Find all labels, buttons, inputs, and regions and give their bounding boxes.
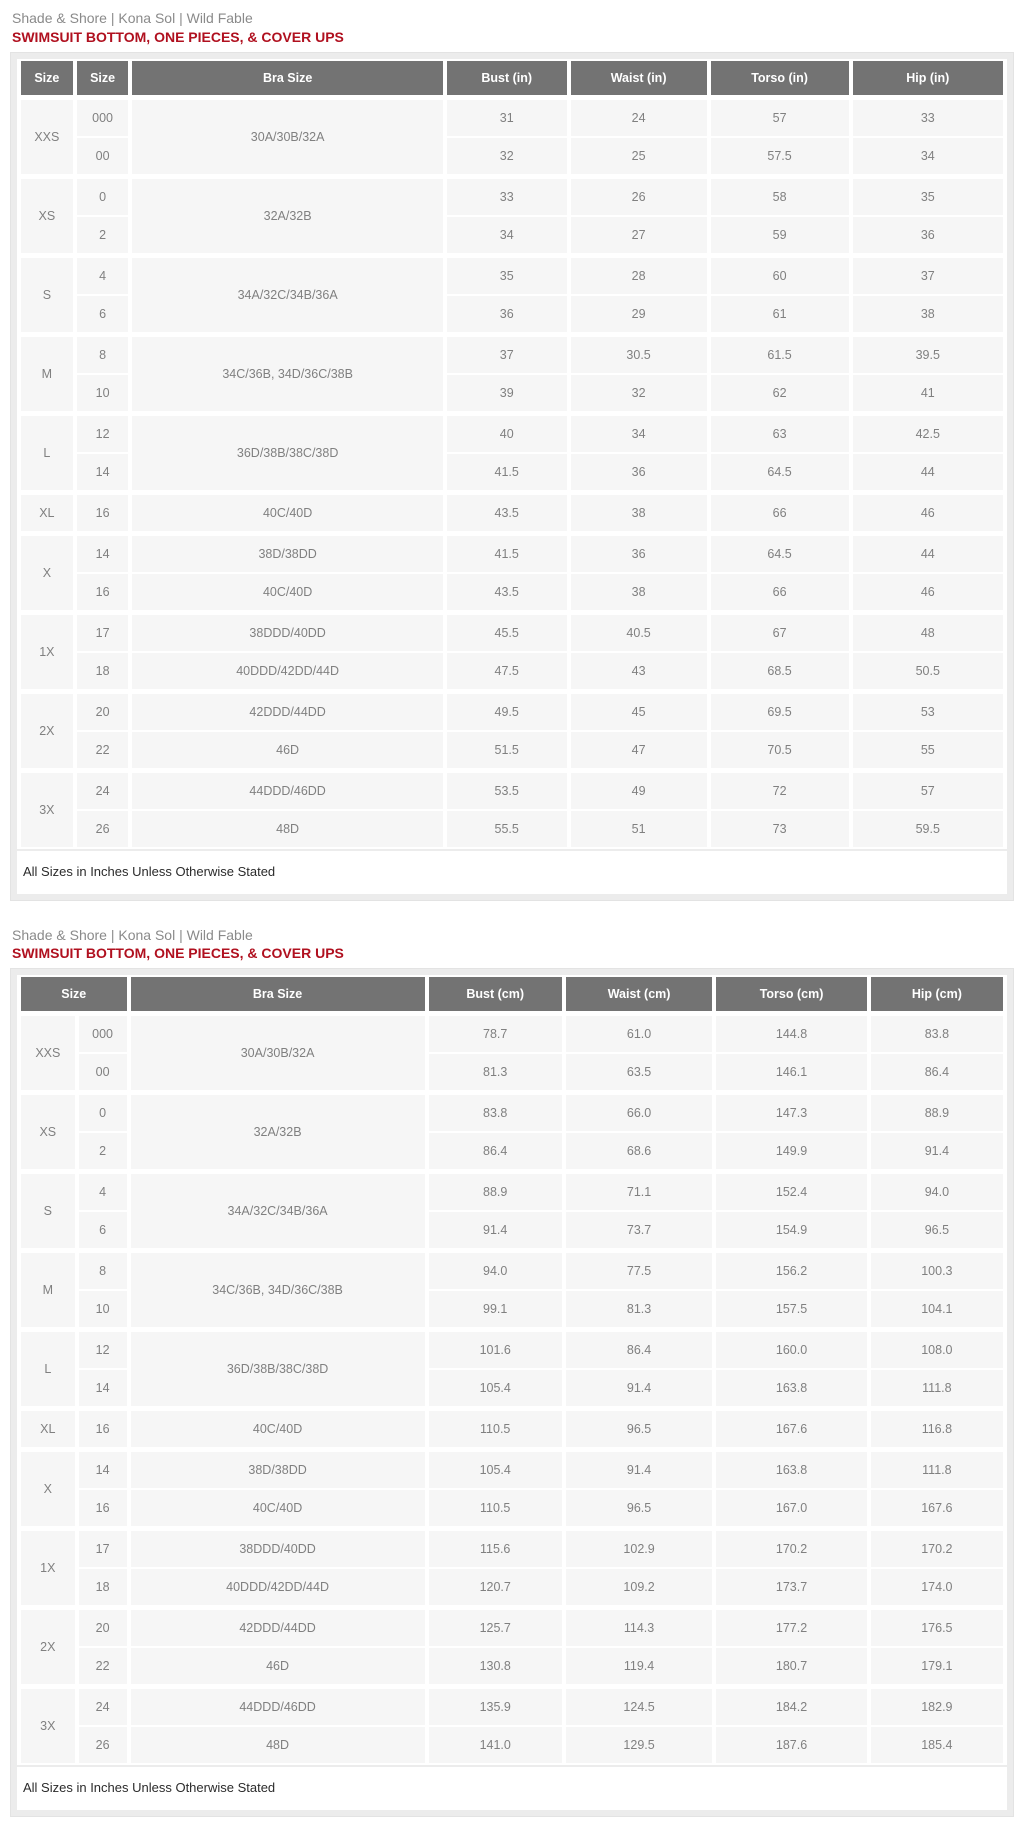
torso-cell: 187.6 [716,1727,866,1763]
numeric-size-cell: 16 [77,574,129,610]
bust-cell: 94.0 [429,1250,562,1289]
bra-size-cell: 32A/32B [131,1092,425,1169]
bra-size-cell: 40DDD/42DD/44D [132,653,442,689]
torso-cell: 167.0 [716,1490,866,1526]
hip-cell: 94.0 [871,1171,1003,1210]
bust-cell: 81.3 [429,1054,562,1090]
bra-size-cell: 34A/32C/34B/36A [132,255,442,332]
column-header: Waist (cm) [566,977,713,1011]
size-group-cell: S [21,1171,75,1248]
size-group-cell: M [21,334,73,411]
size-group-cell: 2X [21,691,73,768]
bust-cell: 32 [447,138,567,174]
torso-cell: 184.2 [716,1686,866,1725]
bra-size-cell: 30A/30B/32A [132,97,442,174]
table-row [21,1648,1003,1684]
hip-cell: 167.6 [871,1490,1003,1526]
hip-cell: 53 [853,691,1003,730]
torso-cell: 152.4 [716,1171,866,1210]
brand-line: Shade & Shore | Kona Sol | Wild Fable [12,10,253,26]
hip-cell: 111.8 [871,1449,1003,1488]
table-row [21,1092,1003,1131]
torso-cell: 170.2 [716,1528,866,1567]
torso-cell: 163.8 [716,1370,866,1406]
torso-cell: 70.5 [711,732,849,768]
size-group-cell: 1X [21,1528,75,1605]
table-row [21,1250,1003,1289]
bust-cell: 130.8 [429,1648,562,1684]
hip-cell: 39.5 [853,334,1003,373]
numeric-size-cell: 22 [77,732,129,768]
waist-cell: 86.4 [566,1329,713,1368]
bra-size-cell: 46D [132,732,442,768]
torso-cell: 58 [711,176,849,215]
waist-cell: 28 [571,255,707,294]
bra-size-cell: 42DDD/44DD [132,691,442,730]
bra-size-cell: 42DDD/44DD [131,1607,425,1646]
table-row [21,413,1003,452]
size-chart-panel [10,52,1014,901]
numeric-size-cell: 18 [79,1569,127,1605]
numeric-size-cell: 00 [79,1054,127,1090]
table-row [21,1013,1003,1052]
torso-cell: 173.7 [716,1569,866,1605]
waist-cell: 61.0 [566,1013,713,1052]
bust-cell: 105.4 [429,1449,562,1488]
waist-cell: 96.5 [566,1490,713,1526]
numeric-size-cell: 6 [77,296,129,332]
torso-cell: 60 [711,255,849,294]
torso-cell: 156.2 [716,1250,866,1289]
bust-cell: 40 [447,413,567,452]
numeric-size-cell: 2 [77,217,129,253]
hip-cell: 116.8 [871,1408,1003,1447]
bust-cell: 33 [447,176,567,215]
column-header: Torso (in) [711,61,849,95]
numeric-size-cell: 000 [79,1013,127,1052]
waist-cell: 109.2 [566,1569,713,1605]
size-group-cell: L [21,1329,75,1406]
size-chart-section-inches [0,0,1024,901]
bust-cell: 36 [447,296,567,332]
numeric-size-cell: 22 [79,1648,127,1684]
torso-cell: 59 [711,217,849,253]
size-chart-section-cm [0,901,1024,1818]
numeric-size-cell: 12 [79,1329,127,1368]
bust-cell: 39 [447,375,567,411]
hip-cell: 36 [853,217,1003,253]
hip-cell: 179.1 [871,1648,1003,1684]
torso-cell: 61 [711,296,849,332]
hip-cell: 34 [853,138,1003,174]
torso-cell: 62 [711,375,849,411]
chart-title: SWIMSUIT BOTTOM, ONE PIECES, & COVER UPS [12,28,344,45]
table-row [21,691,1003,730]
bra-size-cell: 38D/38DD [132,533,442,572]
bra-size-cell: 36D/38B/38C/38D [132,413,442,490]
bra-size-cell: 40DDD/42DD/44D [131,1569,425,1605]
bust-cell: 99.1 [429,1291,562,1327]
size-group-cell: S [21,255,73,332]
bra-size-cell: 36D/38B/38C/38D [131,1329,425,1406]
waist-cell: 49 [571,770,707,809]
torso-cell: 69.5 [711,691,849,730]
torso-cell: 157.5 [716,1291,866,1327]
waist-cell: 47 [571,732,707,768]
table-row [21,1408,1003,1447]
column-header: Hip (cm) [871,977,1003,1011]
table-footnote: All Sizes in Inches Unless Otherwise Stated [17,851,1007,894]
table-backdrop [17,59,1007,849]
header-row [21,977,1003,1011]
hip-cell: 59.5 [853,811,1003,847]
numeric-size-cell: 24 [79,1686,127,1725]
column-header: Bra Size [132,61,442,95]
size-group-cell: L [21,413,73,490]
waist-cell: 124.5 [566,1686,713,1725]
bust-cell: 88.9 [429,1171,562,1210]
size-group-cell: XXS [21,1013,75,1090]
table-row [21,1569,1003,1605]
section-titles [12,10,1024,46]
numeric-size-cell: 10 [77,375,129,411]
numeric-size-cell: 16 [77,492,129,531]
numeric-size-cell: 14 [79,1370,127,1406]
torso-cell: 154.9 [716,1212,866,1248]
waist-cell: 38 [571,492,707,531]
waist-cell: 114.3 [566,1607,713,1646]
numeric-size-cell: 14 [77,533,129,572]
bust-cell: 45.5 [447,612,567,651]
table-row [21,255,1003,294]
numeric-size-cell: 12 [77,413,129,452]
hip-cell: 111.8 [871,1370,1003,1406]
hip-cell: 91.4 [871,1133,1003,1169]
table-row [21,1449,1003,1488]
size-table-cm [17,975,1007,1765]
size-chart-panel [10,968,1014,1817]
torso-cell: 163.8 [716,1449,866,1488]
hip-cell: 33 [853,97,1003,136]
numeric-size-cell: 14 [77,454,129,490]
waist-cell: 26 [571,176,707,215]
numeric-size-cell: 4 [79,1171,127,1210]
hip-cell: 100.3 [871,1250,1003,1289]
waist-cell: 27 [571,217,707,253]
torso-cell: 64.5 [711,454,849,490]
numeric-size-cell: 24 [77,770,129,809]
waist-cell: 43 [571,653,707,689]
waist-cell: 71.1 [566,1171,713,1210]
torso-cell: 68.5 [711,653,849,689]
table-row [21,1727,1003,1763]
bra-size-cell: 30A/30B/32A [131,1013,425,1090]
numeric-size-cell: 17 [79,1528,127,1567]
numeric-size-cell: 0 [77,176,129,215]
numeric-size-cell: 10 [79,1291,127,1327]
table-row [21,732,1003,768]
bra-size-cell: 34A/32C/34B/36A [131,1171,425,1248]
bust-cell: 115.6 [429,1528,562,1567]
torso-cell: 66 [711,574,849,610]
table-row [21,1329,1003,1368]
bra-size-cell: 48D [132,811,442,847]
hip-cell: 44 [853,533,1003,572]
hip-cell: 170.2 [871,1528,1003,1567]
bust-cell: 86.4 [429,1133,562,1169]
waist-cell: 77.5 [566,1250,713,1289]
hip-cell: 42.5 [853,413,1003,452]
bra-size-cell: 46D [131,1648,425,1684]
section-titles [12,927,1024,963]
size-group-cell: 3X [21,770,73,847]
table-row [21,1607,1003,1646]
bust-cell: 91.4 [429,1212,562,1248]
hip-cell: 35 [853,176,1003,215]
hip-cell: 96.5 [871,1212,1003,1248]
waist-cell: 119.4 [566,1648,713,1684]
size-group-cell: XL [21,492,73,531]
bust-cell: 141.0 [429,1727,562,1763]
bra-size-cell: 40C/40D [132,492,442,531]
column-header: Size [21,977,127,1011]
table-row [21,1528,1003,1567]
hip-cell: 108.0 [871,1329,1003,1368]
bust-cell: 105.4 [429,1370,562,1406]
column-header: Size [77,61,129,95]
hip-cell: 46 [853,574,1003,610]
torso-cell: 57 [711,97,849,136]
waist-cell: 81.3 [566,1291,713,1327]
column-header: Torso (cm) [716,977,866,1011]
torso-cell: 63 [711,413,849,452]
bust-cell: 78.7 [429,1013,562,1052]
bust-cell: 41.5 [447,454,567,490]
bust-cell: 35 [447,255,567,294]
torso-cell: 147.3 [716,1092,866,1131]
waist-cell: 38 [571,574,707,610]
table-row [21,1686,1003,1725]
hip-cell: 88.9 [871,1092,1003,1131]
torso-cell: 149.9 [716,1133,866,1169]
table-row [21,334,1003,373]
size-group-cell: X [21,533,73,610]
hip-cell: 41 [853,375,1003,411]
size-group-cell: 2X [21,1607,75,1684]
torso-cell: 64.5 [711,533,849,572]
size-group-cell: XXS [21,97,73,174]
numeric-size-cell: 2 [79,1133,127,1169]
torso-cell: 167.6 [716,1408,866,1447]
bust-cell: 34 [447,217,567,253]
torso-cell: 66 [711,492,849,531]
hip-cell: 46 [853,492,1003,531]
hip-cell: 86.4 [871,1054,1003,1090]
bust-cell: 43.5 [447,492,567,531]
torso-cell: 61.5 [711,334,849,373]
hip-cell: 50.5 [853,653,1003,689]
torso-cell: 160.0 [716,1329,866,1368]
waist-cell: 63.5 [566,1054,713,1090]
size-group-cell: XS [21,1092,75,1169]
table-row [21,574,1003,610]
bust-cell: 120.7 [429,1569,562,1605]
table-row [21,612,1003,651]
torso-cell: 177.2 [716,1607,866,1646]
bust-cell: 125.7 [429,1607,562,1646]
column-header: Bust (cm) [429,977,562,1011]
numeric-size-cell: 00 [77,138,129,174]
size-group-cell: 1X [21,612,73,689]
bra-size-cell: 44DDD/46DD [132,770,442,809]
numeric-size-cell: 16 [79,1490,127,1526]
bust-cell: 41.5 [447,533,567,572]
bust-cell: 110.5 [429,1408,562,1447]
waist-cell: 25 [571,138,707,174]
torso-cell: 146.1 [716,1054,866,1090]
hip-cell: 182.9 [871,1686,1003,1725]
bust-cell: 83.8 [429,1092,562,1131]
torso-cell: 67 [711,612,849,651]
waist-cell: 45 [571,691,707,730]
waist-cell: 51 [571,811,707,847]
waist-cell: 36 [571,454,707,490]
hip-cell: 55 [853,732,1003,768]
numeric-size-cell: 20 [79,1607,127,1646]
bra-size-cell: 34C/36B, 34D/36C/38B [131,1250,425,1327]
bra-size-cell: 34C/36B, 34D/36C/38B [132,334,442,411]
header-row [21,61,1003,95]
bra-size-cell: 44DDD/46DD [131,1686,425,1725]
table-backdrop [17,975,1007,1765]
torso-cell: 73 [711,811,849,847]
size-group-cell: XL [21,1408,75,1447]
table-row [21,97,1003,136]
numeric-size-cell: 16 [79,1408,127,1447]
numeric-size-cell: 8 [77,334,129,373]
bust-cell: 43.5 [447,574,567,610]
numeric-size-cell: 6 [79,1212,127,1248]
numeric-size-cell: 26 [77,811,129,847]
hip-cell: 83.8 [871,1013,1003,1052]
size-group-cell: XS [21,176,73,253]
hip-cell: 174.0 [871,1569,1003,1605]
column-header: Size [21,61,73,95]
bra-size-cell: 40C/40D [132,574,442,610]
waist-cell: 66.0 [566,1092,713,1131]
waist-cell: 30.5 [571,334,707,373]
torso-cell: 180.7 [716,1648,866,1684]
bust-cell: 37 [447,334,567,373]
table-row [21,653,1003,689]
size-table-inches [17,59,1007,849]
waist-cell: 40.5 [571,612,707,651]
column-header: Waist (in) [571,61,707,95]
bra-size-cell: 38DDD/40DD [131,1528,425,1567]
numeric-size-cell: 000 [77,97,129,136]
waist-cell: 36 [571,533,707,572]
hip-cell: 44 [853,454,1003,490]
size-group-cell: M [21,1250,75,1327]
column-header: Bust (in) [447,61,567,95]
waist-cell: 91.4 [566,1449,713,1488]
numeric-size-cell: 8 [79,1250,127,1289]
table-row [21,492,1003,531]
waist-cell: 73.7 [566,1212,713,1248]
hip-cell: 38 [853,296,1003,332]
table-row [21,770,1003,809]
bra-size-cell: 40C/40D [131,1490,425,1526]
waist-cell: 29 [571,296,707,332]
bust-cell: 47.5 [447,653,567,689]
size-group-cell: X [21,1449,75,1526]
table-row [21,533,1003,572]
hip-cell: 37 [853,255,1003,294]
numeric-size-cell: 18 [77,653,129,689]
bra-size-cell: 48D [131,1727,425,1763]
size-group-cell: 3X [21,1686,75,1763]
numeric-size-cell: 20 [77,691,129,730]
torso-cell: 57.5 [711,138,849,174]
bra-size-cell: 38DDD/40DD [132,612,442,651]
brand-line: Shade & Shore | Kona Sol | Wild Fable [12,926,253,943]
chart-title: SWIMSUIT BOTTOM, ONE PIECES, & COVER UPS [12,945,344,962]
bust-cell: 55.5 [447,811,567,847]
bust-cell: 135.9 [429,1686,562,1725]
waist-cell: 34 [571,413,707,452]
table-row [21,176,1003,215]
bust-cell: 101.6 [429,1329,562,1368]
table-row [21,1171,1003,1210]
waist-cell: 68.6 [566,1133,713,1169]
waist-cell: 91.4 [566,1370,713,1406]
table-row [21,1490,1003,1526]
torso-cell: 144.8 [716,1013,866,1052]
bust-cell: 49.5 [447,691,567,730]
hip-cell: 48 [853,612,1003,651]
hip-cell: 104.1 [871,1291,1003,1327]
waist-cell: 102.9 [566,1528,713,1567]
numeric-size-cell: 4 [77,255,129,294]
column-header: Bra Size [131,977,425,1011]
numeric-size-cell: 26 [79,1727,127,1763]
hip-cell: 176.5 [871,1607,1003,1646]
table-footnote: All Sizes in Inches Unless Otherwise Stated [17,1767,1007,1810]
hip-cell: 57 [853,770,1003,809]
numeric-size-cell: 0 [79,1092,127,1131]
table-row [21,811,1003,847]
numeric-size-cell: 14 [79,1449,127,1488]
column-header: Hip (in) [853,61,1003,95]
waist-cell: 24 [571,97,707,136]
waist-cell: 129.5 [566,1727,713,1763]
bust-cell: 51.5 [447,732,567,768]
bust-cell: 31 [447,97,567,136]
bra-size-cell: 40C/40D [131,1408,425,1447]
torso-cell: 72 [711,770,849,809]
bra-size-cell: 38D/38DD [131,1449,425,1488]
numeric-size-cell: 17 [77,612,129,651]
waist-cell: 96.5 [566,1408,713,1447]
bust-cell: 53.5 [447,770,567,809]
waist-cell: 32 [571,375,707,411]
hip-cell: 185.4 [871,1727,1003,1763]
bra-size-cell: 32A/32B [132,176,442,253]
bust-cell: 110.5 [429,1490,562,1526]
